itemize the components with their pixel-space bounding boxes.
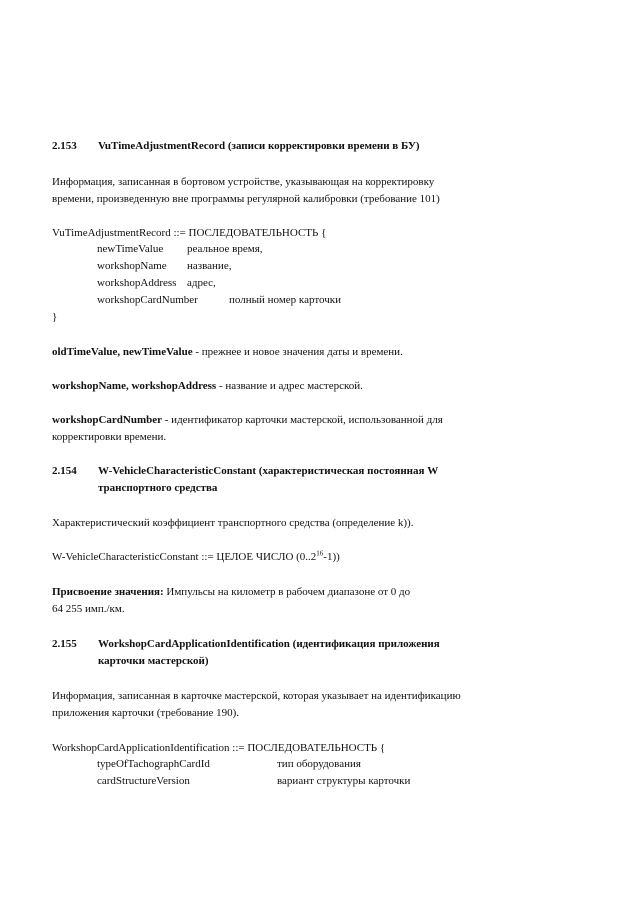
assignment-label: Присвоение значения: [52,586,164,598]
paragraph-line: приложения карточки (требование 190). [52,707,240,719]
sequence-declaration: WorkshopCardApplicationIdentification ::= ПОСЛЕДОВАТЕЛЬНОСТЬ { [52,742,386,754]
paragraph-line: Характеристический коэффициент транспортного средства (определение k)). [52,517,414,529]
exponent: 16 [316,549,324,558]
field-description: тип оборудования [277,758,361,770]
field-description: адрес, [187,277,216,289]
sequence-declaration: VuTimeAdjustmentRecord ::= ПОСЛЕДОВАТЕЛЬНОСТЬ { [52,227,327,239]
closing-brace: } [52,311,58,323]
definition-line [52,414,443,427]
paragraph-line: Информация, записанная в бортовом устройстве, указывающая на корректировку [52,176,435,188]
definition-text: - идентификатор карточки мастерской, использованной для [162,414,443,426]
paragraph-line: времени, произведенную вне программы регулярной калибровки (требование 101) [52,193,440,205]
field-name: workshopCardNumber [97,294,198,306]
section-title: VuTimeAdjustmentRecord (записи корректировки времени в БУ) [98,140,420,152]
assignment-continuation: 64 255 имп./км. [52,603,125,615]
field-name: cardStructureVersion [97,775,190,787]
definition-text: - название и адрес мастерской. [216,380,363,392]
definition-text: - прежнее и новое значения даты и времени. [192,346,403,358]
section-number: 2.154 [52,465,77,477]
paragraph-line: Информация, записанная в карточке мастерской, которая указывает на идентификацию [52,690,461,702]
definition-continuation: корректировки времени. [52,431,167,443]
field-description: вариант структуры карточки [277,775,411,787]
field-name: workshopAddress [97,277,177,289]
assignment-text: Импульсы на километр в рабочем диапазоне от 0 до [163,586,411,598]
field-name: typeOfTachographCardId [97,758,210,770]
section-number: 2.155 [52,638,77,650]
section-title-continuation: транспортного средства [98,482,218,494]
field-name: newTimeValue [97,243,164,255]
section-2-155-heading [52,638,440,651]
section-title-continuation: карточки мастерской) [98,655,209,667]
definition-line [52,346,403,359]
section-2-153-heading [52,140,420,153]
section-title: W-VehicleCharacteristicConstant (характеристическая постоянная W [98,465,439,477]
definition-term: oldTimeValue, newTimeValue [52,346,193,358]
definition-term: workshopName, workshopAddress [52,380,217,392]
field-description: название, [187,260,232,272]
section-number: 2.153 [52,140,77,152]
definition-line [52,380,363,393]
field-name: workshopName [97,260,167,272]
assignment-line [52,586,410,599]
declaration-text: W-VehicleCharacteristicConstant ::= ЦЕЛОЕ ЧИСЛО (0..2 [52,551,317,563]
definition-term: workshopCardNumber [52,414,163,426]
field-description: реальное время, [187,243,263,255]
declaration-text: -1)) [323,551,340,563]
section-2-154-heading [52,465,438,478]
field-description: полный номер карточки [229,294,341,306]
integer-declaration [52,551,340,564]
section-title: WorkshopCardApplicationIdentification (идентификация приложения [98,638,440,650]
